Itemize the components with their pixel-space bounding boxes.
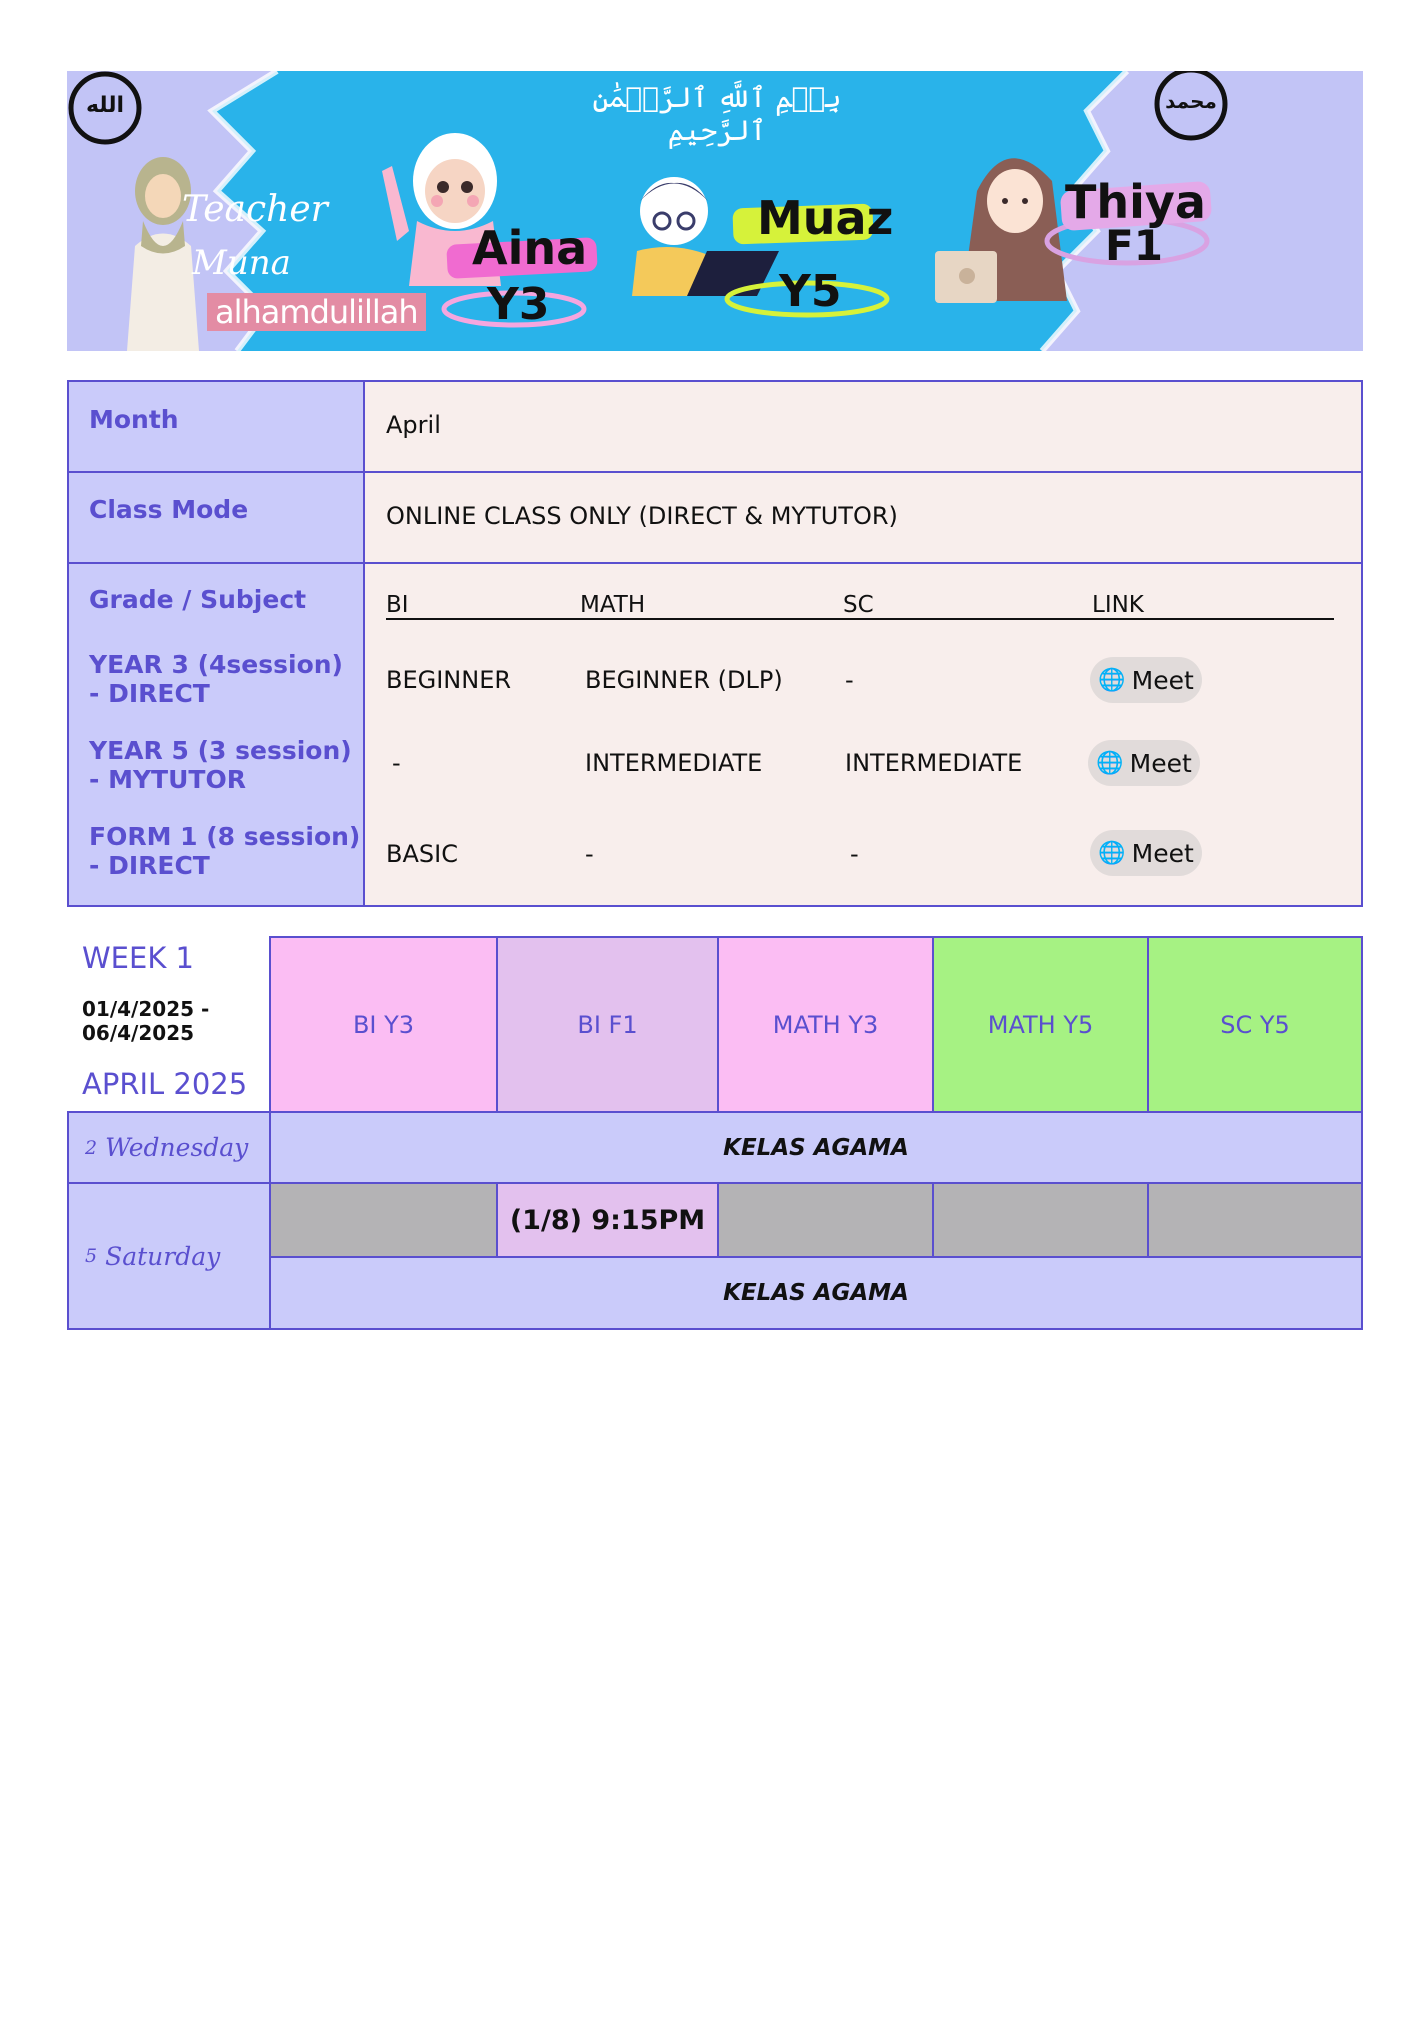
empty-slot <box>1147 1182 1363 1258</box>
muhammad-emblem-text: محمد <box>1165 89 1217 113</box>
day-name: Wednesday <box>105 1133 249 1162</box>
class-mode-value: ONLINE CLASS ONLY (DIRECT & MYTUTOR) <box>386 502 898 530</box>
subject-header-bi-y3: BI Y3 <box>269 936 498 1113</box>
student-muaz-grade: Y5 <box>779 266 842 317</box>
wednesday-note: KELAS AGAMA <box>269 1111 1363 1184</box>
month-label: Month <box>89 405 179 434</box>
student-thiya-grade: F1 <box>1105 221 1163 270</box>
year3-bi: BEGINNER <box>386 666 512 694</box>
student-muaz-name: Muaz <box>757 191 894 245</box>
student-aina-grade: Y3 <box>487 279 550 330</box>
subject-header-math-y5: MATH Y5 <box>932 936 1149 1113</box>
grade-subject-label: Grade / Subject <box>89 585 307 614</box>
meet-link-year3[interactable] <box>1090 657 1202 703</box>
week-title: WEEK 1 <box>82 941 195 975</box>
mode-form1: - DIRECT <box>89 851 210 880</box>
bismillah-calligraphy: بِسۡمِ ٱللَّهِ ٱلرَّحۡمَٰنِ ٱلرَّحِيمِ <box>592 81 842 147</box>
subject-header-sc-y5: SC Y5 <box>1147 936 1363 1113</box>
month-value: April <box>386 411 441 439</box>
day-number: 5 <box>85 1245 98 1267</box>
row-divider <box>69 471 1361 473</box>
date-end: 06/4/2025 <box>82 1021 195 1045</box>
date-start: 01/4/2025 - <box>82 997 210 1021</box>
week-date-range <box>82 997 209 1045</box>
meet-label: Meet <box>1131 838 1194 868</box>
year5-math: INTERMEDIATE <box>585 749 763 777</box>
form1-bi: BASIC <box>386 840 458 868</box>
globe-icon: 🌐 <box>1098 667 1126 693</box>
meet-link-year5[interactable] <box>1088 740 1200 786</box>
day-wednesday <box>67 1111 271 1184</box>
meet-link-form1[interactable] <box>1090 830 1202 876</box>
header-bi: BI <box>386 592 409 618</box>
class-mode-label: Class Mode <box>89 495 249 524</box>
student-thiya-name: Thiya <box>1065 175 1206 229</box>
grade-year5: YEAR 5 (3 session) <box>89 736 352 765</box>
empty-slot <box>932 1182 1149 1258</box>
teacher-name: Muna <box>192 243 291 283</box>
subject-header-math-y3: MATH Y3 <box>717 936 934 1113</box>
grade-year3: YEAR 3 (4session) <box>89 650 343 679</box>
teacher-alhamdulillah: alhamdulillah <box>207 293 426 331</box>
form1-sc: - <box>850 840 859 868</box>
globe-icon: 🌐 <box>1098 840 1126 866</box>
info-value-column <box>365 382 1361 905</box>
header-banner <box>67 71 1363 351</box>
subject-header-bi-f1: BI F1 <box>496 936 719 1113</box>
day-saturday <box>67 1182 271 1330</box>
year5-bi: - <box>392 749 401 777</box>
session-bi-f1[interactable]: (1/8) 9:15PM <box>496 1182 719 1258</box>
meet-label: Meet <box>1131 665 1194 695</box>
header-sc: SC <box>843 592 874 618</box>
student-aina-name: Aina <box>472 221 588 275</box>
globe-icon: 🌐 <box>1096 750 1124 776</box>
schedule-month: APRIL 2025 <box>82 1067 248 1101</box>
meet-label: Meet <box>1129 748 1192 778</box>
mode-year5: - MYTUTOR <box>89 765 246 794</box>
empty-slot <box>717 1182 934 1258</box>
form1-math: - <box>585 840 594 868</box>
mode-year3: - DIRECT <box>89 679 210 708</box>
allah-emblem-text: الله <box>85 93 125 118</box>
teacher-title: Teacher <box>182 189 328 230</box>
row-divider <box>69 562 1361 564</box>
empty-slot <box>269 1182 498 1258</box>
year3-math: BEGINNER (DLP) <box>585 666 783 694</box>
header-underline <box>386 618 1334 620</box>
grade-form1: FORM 1 (8 session) <box>89 822 361 851</box>
saturday-note: KELAS AGAMA <box>269 1256 1363 1330</box>
teacher-illustration <box>127 157 199 351</box>
year5-sc: INTERMEDIATE <box>845 749 1023 777</box>
header-link: LINK <box>1092 592 1144 618</box>
year3-sc: - <box>845 666 854 694</box>
day-number: 2 <box>85 1136 98 1159</box>
header-math: MATH <box>580 592 646 618</box>
day-name: Saturday <box>105 1241 221 1271</box>
